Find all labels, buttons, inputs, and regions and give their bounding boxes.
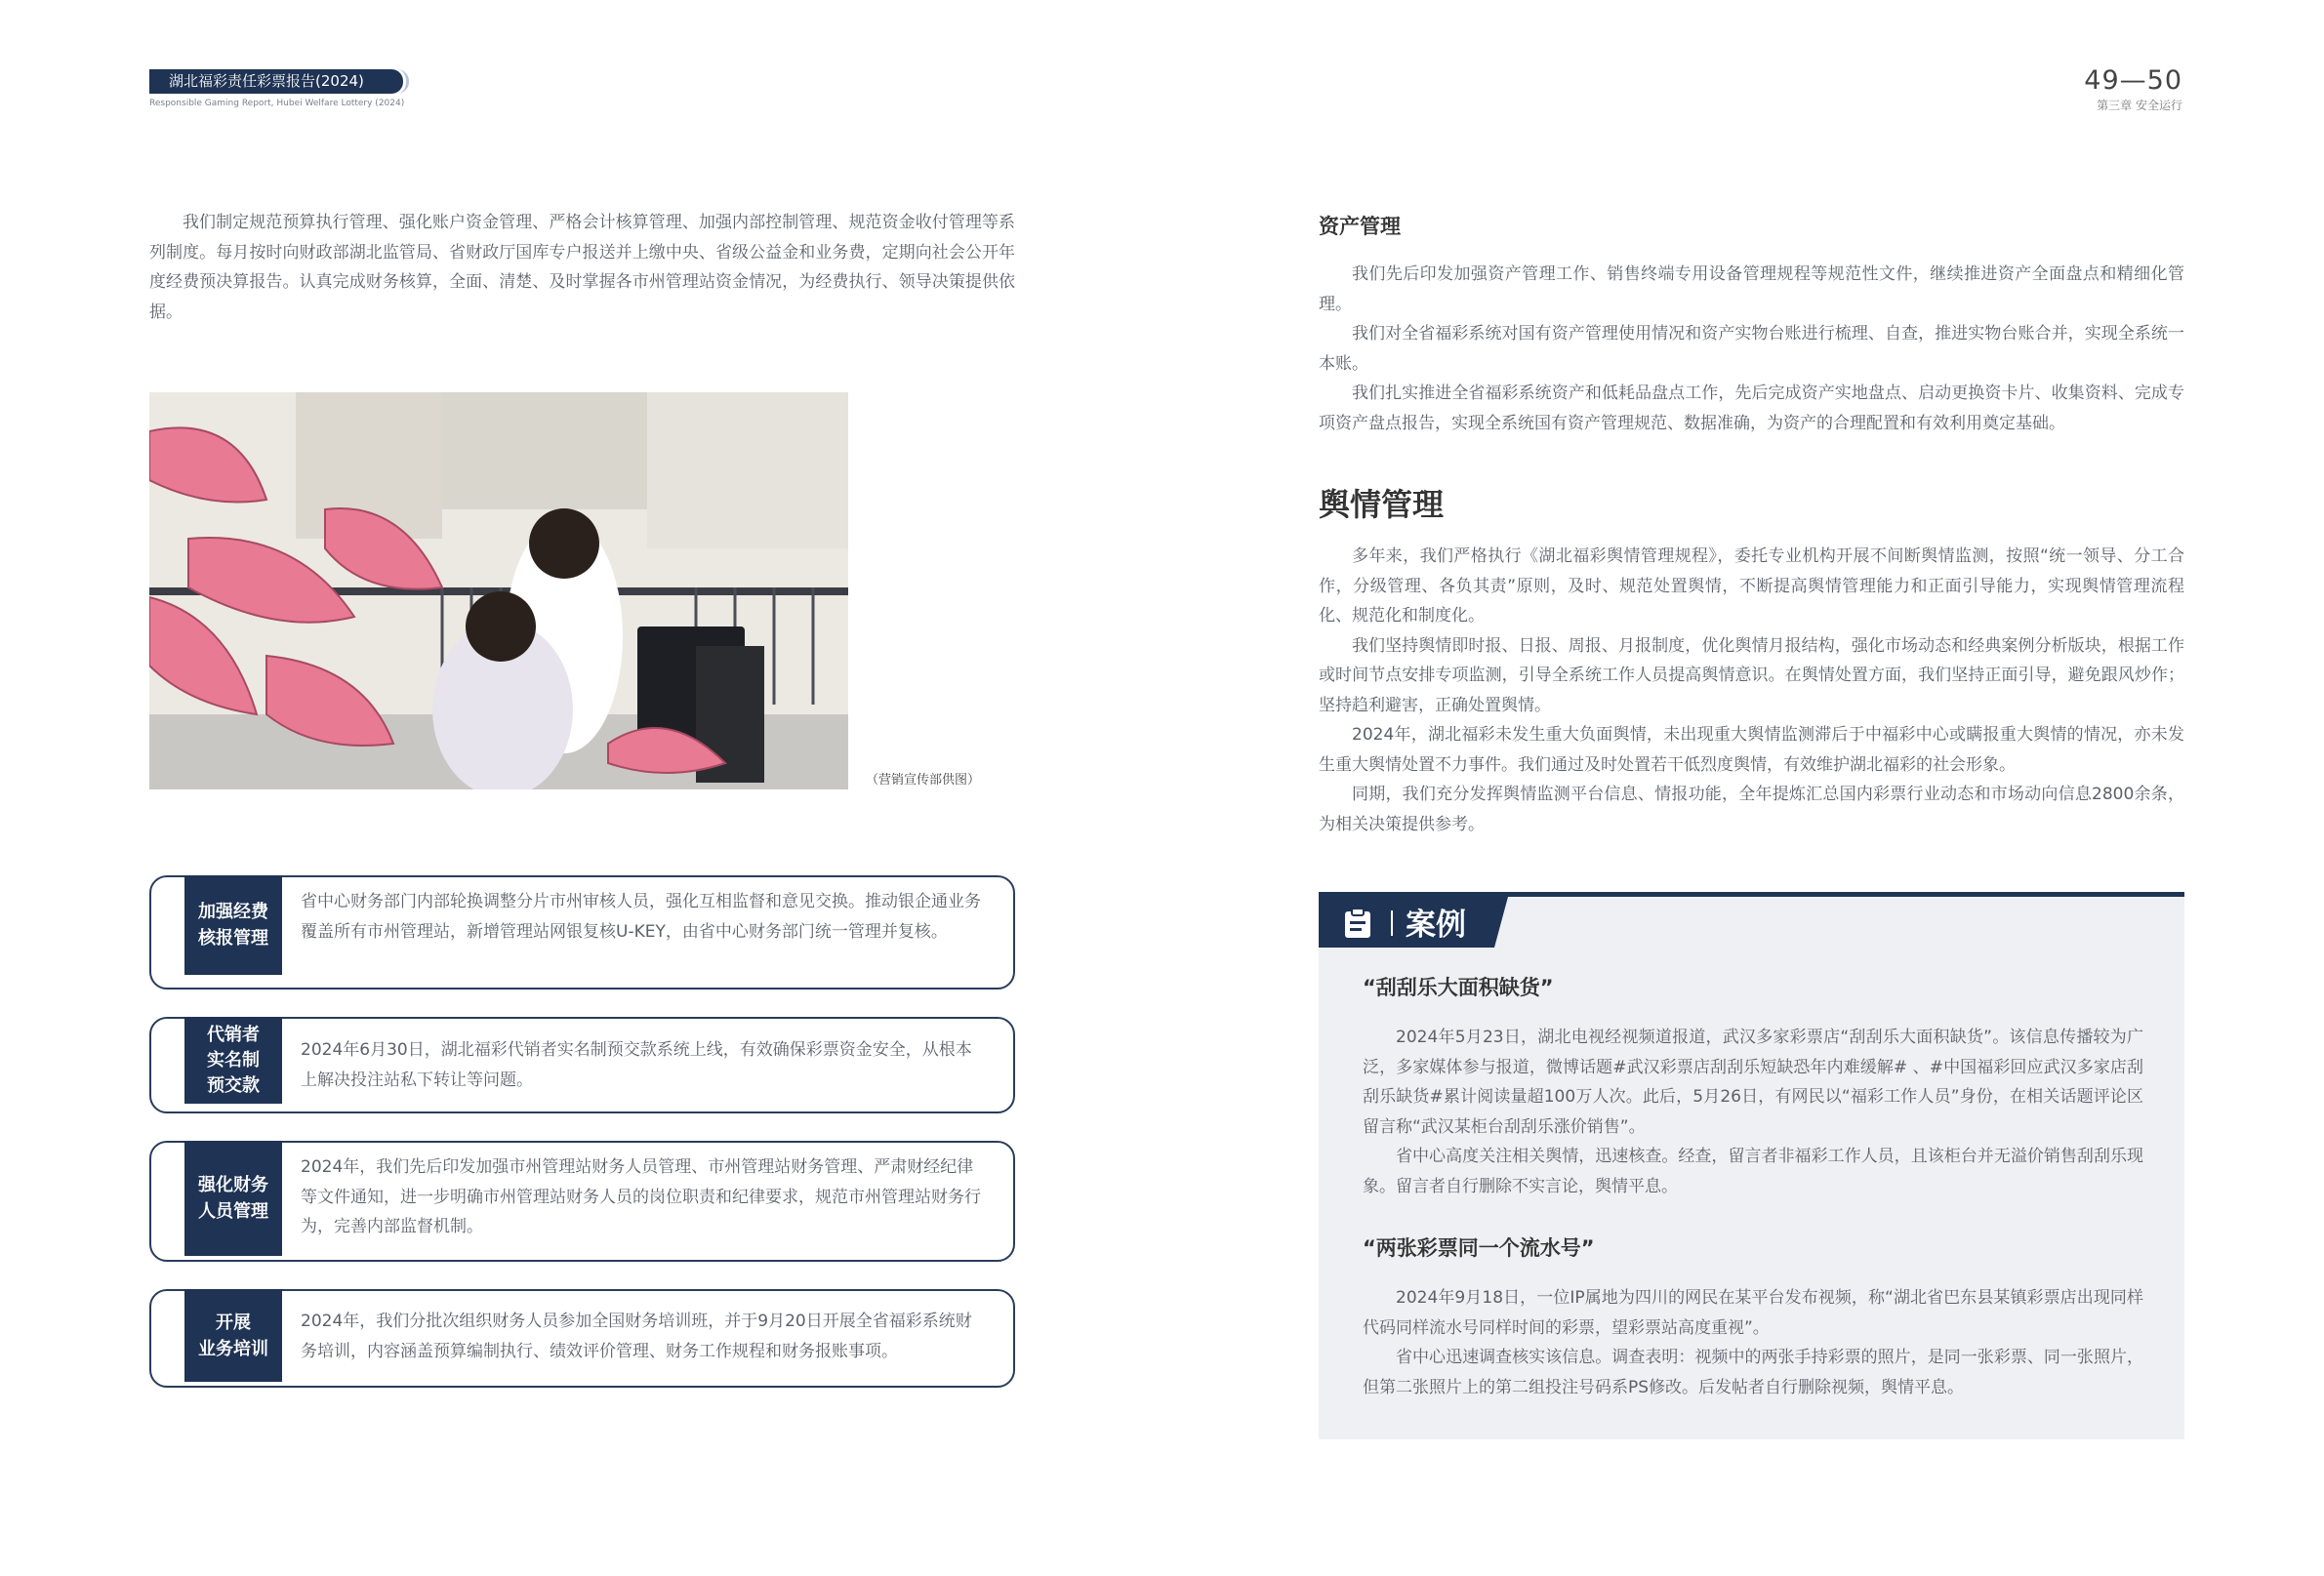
office-photo xyxy=(149,392,848,789)
asset-paragraph: 我们对全省福彩系统对国有资产管理使用情况和资产实物台账进行梳理、自查，推进实物台账合并，实现全系统一本账。 xyxy=(1319,324,2184,374)
opinion-paragraph: 2024年，湖北福彩未发生重大负面舆情，未出现重大舆情监测滞后于中福彩中心或瞒报重大舆情的情况，亦未发生重大舆情处置不力事件。我们通过及时处置若干低烈度舆情，有效维护湖北福彩的社会形象。 xyxy=(1319,725,2184,775)
case-tab-label: 案例 xyxy=(1406,908,1466,943)
info-box-real-name-prepay xyxy=(149,1017,1015,1113)
info-box-text: 2024年，我们分批次组织财务人员参加全国财务培训班，并于9月20日开展全省福彩系统财务培训，内容涵盖预算编制执行、绩效评价管理、财务工作规程和财务报账事项。 xyxy=(301,1312,972,1361)
case-tab-tip xyxy=(1494,897,1508,948)
info-box-text: 2024年，我们先后印发加强市州管理站财务人员管理、市州管理站财务管理、严肃财经纪律等文件通知，进一步明确市州管理站财务人员的岗位职责和纪律要求，规范市州管理站财务行为，完善内部监督机制。 xyxy=(301,1157,981,1236)
case-paragraph: 省中心迅速调查核实该信息。调查表明：视频中的两张手持彩票的照片，是同一张彩票、同一张照片，但第二张照片上的第二组投注号码系PS修改。后发帖者自行删除视频，舆情平息。 xyxy=(1363,1348,2143,1397)
case-paragraph: 2024年5月23日，湖北电视经视频道报道，武汉多家彩票店“刮刮乐大面积缺货”。该信息传播较为广泛，多家媒体参与报道，微博话题#武汉彩票店刮刮乐短缺恐年内难缓解# 、#中国福彩回应武汉多家店刮刮乐缺货#累计阅读量超100万人次。此后，5月26日，有网民以“福彩工作人员”身份，在相关话题评论区留言称“武汉某柜台刮刮乐涨价销售”。 xyxy=(1363,1028,2143,1137)
opinion-paragraph: 多年来，我们严格执行《湖北福彩舆情管理规程》，委托专业机构开展不间断舆情监测，按照“统一领导、分工合作，分级管理、各负其责”原则，及时、规范处置舆情，不断提高舆情管理能力和正面引导能力，实现舆情管理流程化、规范化和制度化。 xyxy=(1319,546,2184,626)
case-paragraph: 2024年9月18日，一位IP属地为四川的网民在某平台发布视频，称“湖北省巴东县某镇彩票店出现同样代码同样流水号同样时间的彩票，望彩票站高度重视”。 xyxy=(1363,1288,2143,1338)
case-1-title: “刮刮乐大面积缺货” xyxy=(1363,976,1554,999)
office-photo-illustration xyxy=(149,392,848,789)
opinion-paragraph: 我们坚持舆情即时报、日报、周报、月报制度，优化舆情月报结构，强化市场动态和经典案例分析版块，根据工作或时间节点安排专项监测，引导全系统工作人员提高舆情意识。在舆情处置方面，我们坚持正面引导，避免跟风炒作；坚持趋利避害，正确处置舆情。 xyxy=(1319,635,2184,715)
page-numbers: 49—50 xyxy=(2084,65,2182,96)
opinion-paragraph: 同期，我们充分发挥舆情监测平台信息、情报功能，全年提炼汇总国内彩票行业动态和市场动向信息2800余条，为相关决策提供参考。 xyxy=(1319,785,2184,834)
asset-paragraph: 我们先后印发加强资产管理工作、销售终端专用设备管理规程等规范性文件，继续推进资产全面盘点和精细化管理。 xyxy=(1319,264,2184,314)
photo-caption: （营销宣传部供图） xyxy=(866,773,981,788)
case-1-body xyxy=(1363,1023,2143,1201)
clipboard-icon xyxy=(1341,907,1374,940)
asset-section xyxy=(1319,260,2184,438)
asset-heading: 资产管理 xyxy=(1319,215,1401,238)
info-box-text: 2024年6月30日，湖北福彩代销者实名制预交款系统上线，有效确保彩票资金安全，从根本上解决投注站私下转让等问题。 xyxy=(301,1040,972,1090)
case-2-title: “两张彩票同一个流水号” xyxy=(1363,1236,1595,1260)
report-subtitle: Responsible Gaming Report, Hubei Welfare Lottery (2024) xyxy=(149,99,405,108)
opinion-section xyxy=(1319,542,2184,839)
intro-paragraph: 我们制定规范预算执行管理、强化账户资金管理、严格会计核算管理、加强内部控制管理、规范资金收付管理等系列制度。每月按时向财政部湖北监管局、省财政厅国库专户报送并上缴中央、省级公益金和业务费，定期向社会公开年度经费预决算报告。认真完成财务核算，全面、清楚、及时掌握各市州管理站资金情况，为经费执行、领导决策提供依据。 xyxy=(149,213,1015,322)
info-box-budget-review xyxy=(149,875,1015,990)
info-box-label: 开展 业务培训 xyxy=(184,1289,282,1382)
report-title-tag: 湖北福彩责任彩票报告(2024) xyxy=(149,69,403,94)
info-box-finance-staff xyxy=(149,1141,1015,1262)
info-box-label: 强化财务 人员管理 xyxy=(184,1141,282,1256)
info-box-training xyxy=(149,1289,1015,1388)
chapter-label: 第三章 安全运行 xyxy=(2097,99,2182,112)
case-paragraph: 省中心高度关注相关舆情，迅速核查。经查，留言者非福彩工作人员，且该柜台并无溢价销售刮刮乐现象。留言者自行删除不实言论，舆情平息。 xyxy=(1363,1147,2143,1196)
opinion-heading: 舆情管理 xyxy=(1319,486,1445,523)
case-tab-separator xyxy=(1391,910,1393,936)
info-box-label: 加强经费 核报管理 xyxy=(184,875,282,975)
info-box-label: 代销者 实名制 预交款 xyxy=(184,1017,282,1104)
asset-paragraph: 我们扎实推进全省福彩系统资产和低耗品盘点工作，先后完成资产实地盘点、启动更换资卡片、收集资料、完成专项资产盘点报告，实现全系统国有资产管理规范、数据准确，为资产的合理配置和有效利用奠定基础。 xyxy=(1319,384,2184,433)
info-box-text: 省中心财务部门内部轮换调整分片市州审核人员，强化互相监督和意见交换。推动银企通业务覆盖所有市州管理站，新增管理站网银复核U-KEY，由省中心财务部门统一管理并复核。 xyxy=(301,892,981,942)
case-2-body xyxy=(1363,1283,2143,1402)
